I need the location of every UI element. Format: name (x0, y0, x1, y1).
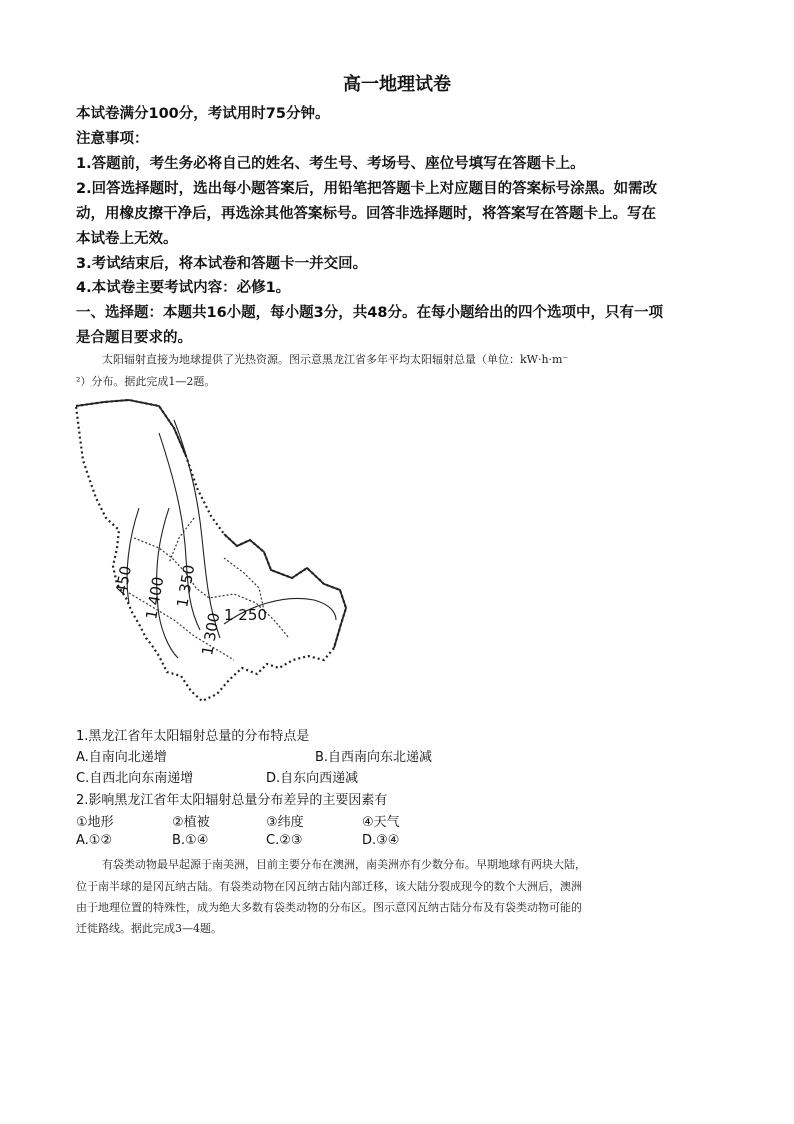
q2-option-d: D.③④ (362, 833, 400, 848)
notice-2-line-1: 2.回答选择题时，选出每小题答案后，用铅笔把答题卡上对应题目的答案标号涂黑。如需改 (76, 181, 658, 197)
q2-option-c: C.②③ (266, 833, 303, 848)
q2-option-b: B.①④ (172, 833, 209, 848)
notice-heading: 注意事项： (76, 131, 149, 147)
q2-factor-1: ①地形 (76, 815, 114, 830)
heilongjiang-radiation-map (74, 398, 354, 710)
intro-2-line-4: 迁徙路线。据此完成3—4题。 (76, 922, 222, 935)
intro-2-line-1: 有袋类动物最早起源于南美洲，目前主要分布在澳洲，南美洲亦有少数分布。早期地球有两块大陆， (102, 858, 586, 871)
intro-2-line-3: 由于地理位置的特殊性，成为绝大多数有袋类动物的分布区。图示意冈瓦纳古陆分布及有袋类动物可能的 (76, 901, 582, 914)
q1-option-b: B.自西南向东北递减 (315, 750, 433, 765)
map-label-1300: 1 300 (198, 611, 224, 657)
q2-factor-3: ③纬度 (266, 815, 304, 830)
score-line: 本试卷满分100分，考试用时75分钟。 (76, 106, 330, 122)
notice-2-line-2: 动，用橡皮擦干净后，再选涂其他答案标号。回答非选择题时，将答案写在答题卡上。写在 (76, 206, 656, 222)
notice-4: 4.本试卷主要考试内容：必修1。 (76, 280, 291, 296)
notice-1: 1.答题前，考生务必将自己的姓名、考生号、考场号、座位号填写在答题卡上。 (76, 156, 585, 172)
intro-2-line-2: 位于南半球的是冈瓦纳古陆。有袋类动物在冈瓦纳古陆内部迁移，该大陆分裂成现今的数个大洲后，澳洲 (76, 880, 582, 893)
q2-factor-4: ④天气 (362, 815, 400, 830)
q2-factor-2: ②植被 (172, 815, 210, 830)
q1-option-a: A.自南向北递增 (76, 750, 167, 765)
section-heading-line-2: 是合题目要求的。 (76, 330, 192, 346)
q1-option-c: C.自西北向东南递增 (76, 771, 194, 786)
map-label-450: 450 (112, 564, 135, 596)
q2-option-a: A.①② (76, 833, 113, 848)
intro-1-line-1: 太阳辐射直接为地球提供了光热资源。图示意黑龙江省多年平均太阳辐射总量（单位：kW·h·m⁻ (102, 353, 569, 366)
q2-stem: 2.影响黑龙江省年太阳辐射总量分布差异的主要因素有 (76, 793, 388, 808)
paper-title: 高一地理试卷 (343, 74, 451, 95)
q1-stem: 1.黑龙江省年太阳辐射总量的分布特点是 (76, 729, 310, 744)
map-label-1350: 1 350 (173, 563, 199, 609)
q1-option-d: D.自东向西递减 (266, 771, 359, 786)
map-label-1250: 1 250 (224, 606, 267, 624)
map-label-1400: 1 400 (142, 575, 168, 621)
intro-1-line-2: ²）分布。据此完成1—2题。 (76, 375, 216, 388)
notice-2-line-3: 本试卷上无效。 (76, 231, 178, 247)
section-heading-line-1: 一、选择题：本题共16小题，每小题3分，共48分。在每小题给出的四个选项中，只有一项 (76, 305, 663, 321)
notice-3: 3.考试结束后，将本试卷和答题卡一并交回。 (76, 256, 368, 272)
